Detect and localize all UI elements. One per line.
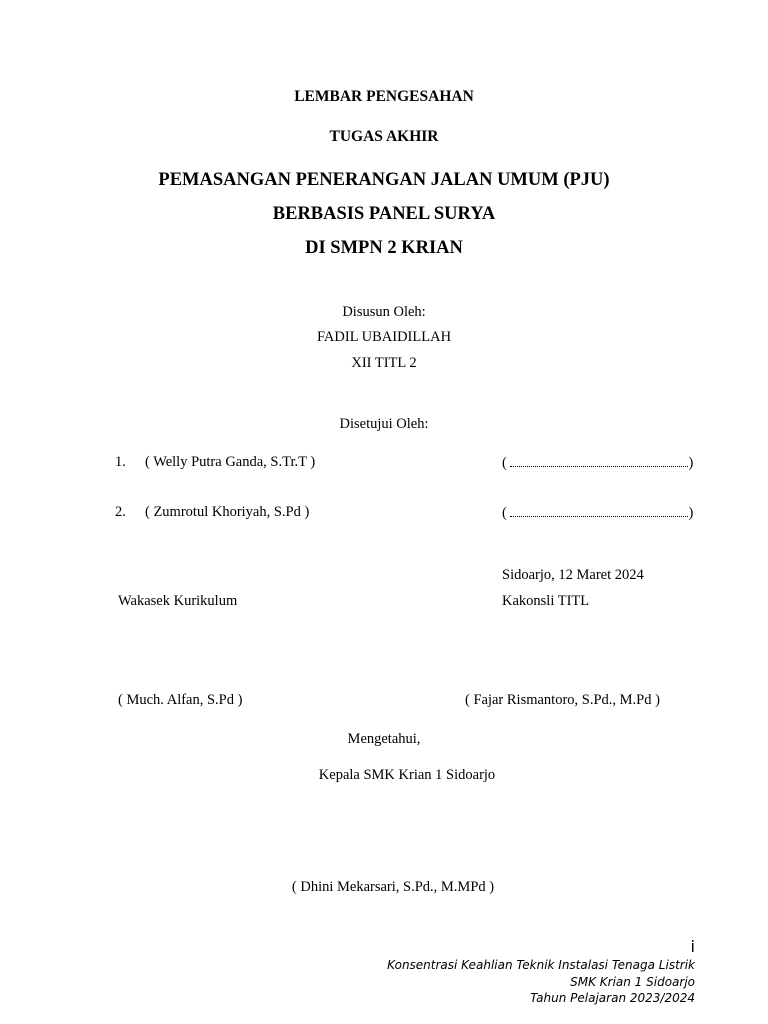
footer-line-3: Tahun Pelajaran 2023/2024: [530, 991, 695, 1005]
approver-number: 1.: [115, 454, 126, 470]
signature-line: [502, 504, 693, 522]
right-signer-name: ( Fajar Rismantoro, S.Pd., M.Pd ): [465, 692, 660, 708]
acknowledgement-role: Kepala SMK Krian 1 Sidoarjo: [318, 767, 496, 783]
author-label: Disusun Oleh:: [342, 304, 426, 320]
signature-close-paren: ): [688, 455, 694, 471]
signature-close-paren: ): [688, 505, 694, 521]
acknowledgement-name: ( Dhini Mekarsari, S.Pd., M.MPd ): [291, 879, 495, 895]
document-subtitle: TUGAS AKHIR: [329, 128, 439, 145]
left-signer-name: ( Much. Alfan, S.Pd ): [118, 692, 243, 708]
signature-dots: [510, 454, 688, 467]
left-signer-role: Wakasek Kurikulum: [118, 593, 238, 609]
signature-line: [502, 454, 693, 472]
project-title-line2: BERBASIS PANEL SURYA: [272, 204, 496, 224]
approval-label: Disetujui Oleh:: [339, 416, 429, 432]
signature-open-paren: (: [502, 505, 507, 521]
project-title-line3: DI SMPN 2 KRIAN: [305, 238, 463, 258]
approver-name: ( Welly Putra Ganda, S.Tr.T ): [145, 454, 316, 470]
signature-dots: [510, 504, 688, 517]
author-class: XII TITL 2: [351, 355, 417, 371]
page-title: LEMBAR PENGESAHAN: [294, 88, 474, 105]
page-number: i: [690, 937, 695, 956]
right-signer-role: Kakonsli TITL: [502, 593, 590, 609]
acknowledgement-label: Mengetahui,: [347, 731, 421, 747]
author-name: FADIL UBAIDILLAH: [316, 329, 452, 345]
approver-name: ( Zumrotul Khoriyah, S.Pd ): [145, 504, 310, 520]
footer-line-1: Konsentrasi Keahlian Teknik Instalasi Tenaga Listrik: [387, 958, 695, 972]
signature-open-paren: (: [502, 455, 507, 471]
approver-number: 2.: [115, 504, 126, 520]
project-title-line1: PEMASANGAN PENERANGAN JALAN UMUM (PJU): [158, 170, 610, 190]
place-date: Sidoarjo, 12 Maret 2024: [502, 567, 644, 583]
footer-line-2: SMK Krian 1 Sidoarjo: [570, 975, 695, 989]
